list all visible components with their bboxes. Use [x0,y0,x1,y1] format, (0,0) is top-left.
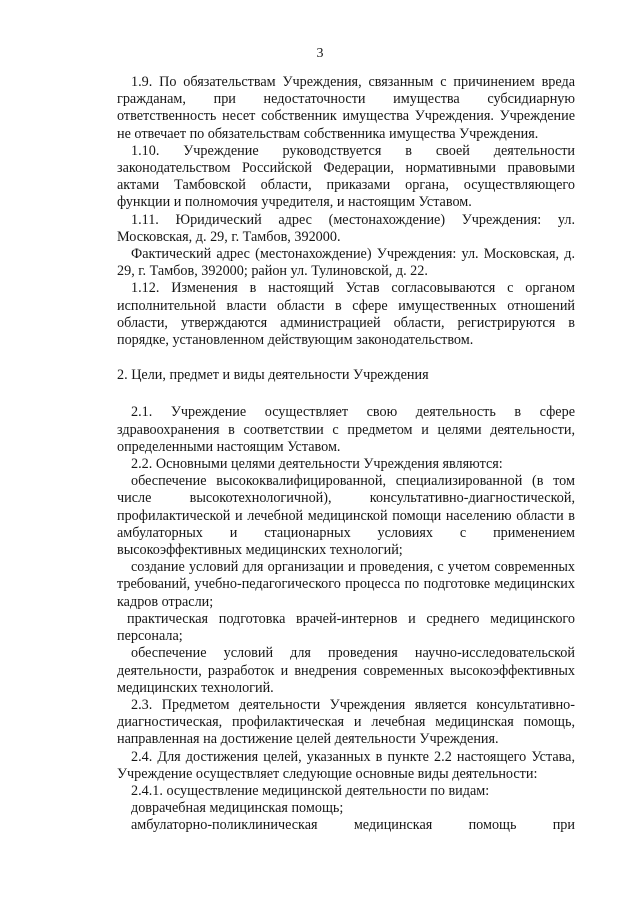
activity-item-2: амбулаторно-поликлиническая медицинская помощь при [131,817,575,834]
goal-item-4: обеспечение условий для проведения научно-исследовательской деятельности, разработок и внедрения современных высокоэффективных медицинских технологий. [117,645,575,696]
paragraph-1-9: 1.9. По обязательствам Учреждения, связанным с причинением вреда гражданам, при недостаточности имущества субсидиарную ответственность несет собственник имущества Учреждения. Учреждение не отвечает по обязательствам собственника имущества Учреждения. [117,74,575,142]
paragraph-1-11: 1.11. Юридический адрес (местонахождение) Учреждения: ул. Московская, д. 29, г. Тамбов, 392000. [117,211,575,245]
section-2-heading: 2. Цели, предмет и виды деятельности Учреждения [117,367,429,384]
goal-item-1: обеспечение высококвалифицированной, специализированной (в том числе высокотехнологичной), консультативно-диагностической, профилактической и лечебной медицинской помощи населению области в амбулаторных и стационарных условиях с применением высокоэффективных медицинских технологий; [117,473,575,559]
paragraph-1-11-actual-address: Фактический адрес (местонахождение) Учреждения: ул. Московская, д. 29, г. Тамбов, 392000; район ул. Тулиновской, д. 22. [117,246,575,280]
paragraph-1-12: 1.12. Изменения в настоящий Устав согласовываются с органом исполнительной власти области в сфере имущественных отношений области, утверждаются администрацией области, регистрируются в порядке, установленном действующим законодательством. [117,280,575,349]
paragraph-2-4-1: 2.4.1. осуществление медицинской деятельности по видам: [131,782,490,799]
paragraph-1-10: 1.10. Учреждение руководствуется в своей деятельности законодательством Российской Федерации, нормативными правовыми актами Тамбовской области, приказами органа, осуществляющего функции и полномочия учредителя, и настоящим Уставом. [117,142,575,211]
page-number: 3 [316,46,324,61]
document-body [117,74,575,835]
paragraph-2-3: 2.3. Предметом деятельности Учреждения является консультативно-диагностическая, профилактическая и лечебная медицинская помощь, направленная на достижение целей деятельности Учреждения. [117,696,575,748]
paragraph-2-1: 2.1. Учреждение осуществляет свою деятельность в сфере здравоохранения в соответствии с предметом и целями деятельности, определенными настоящим Уставом. [117,404,575,455]
goal-item-3: практическая подготовка врачей-интернов и среднего медицинского персонала; [117,610,575,645]
activity-item-1: доврачебная медицинская помощь; [131,800,344,817]
paragraph-2-4: 2.4. Для достижения целей, указанных в пункте 2.2 настоящего Устава, Учреждение осуществляет следующие основные виды деятельности: [117,748,575,782]
paragraph-2-2: 2.2. Основными целями деятельности Учреждения являются: [131,456,503,473]
goal-item-2: создание условий для организации и проведения, с учетом современных требований, учебно-педагогического процесса по подготовке медицинских кадров отрасли; [117,559,575,610]
